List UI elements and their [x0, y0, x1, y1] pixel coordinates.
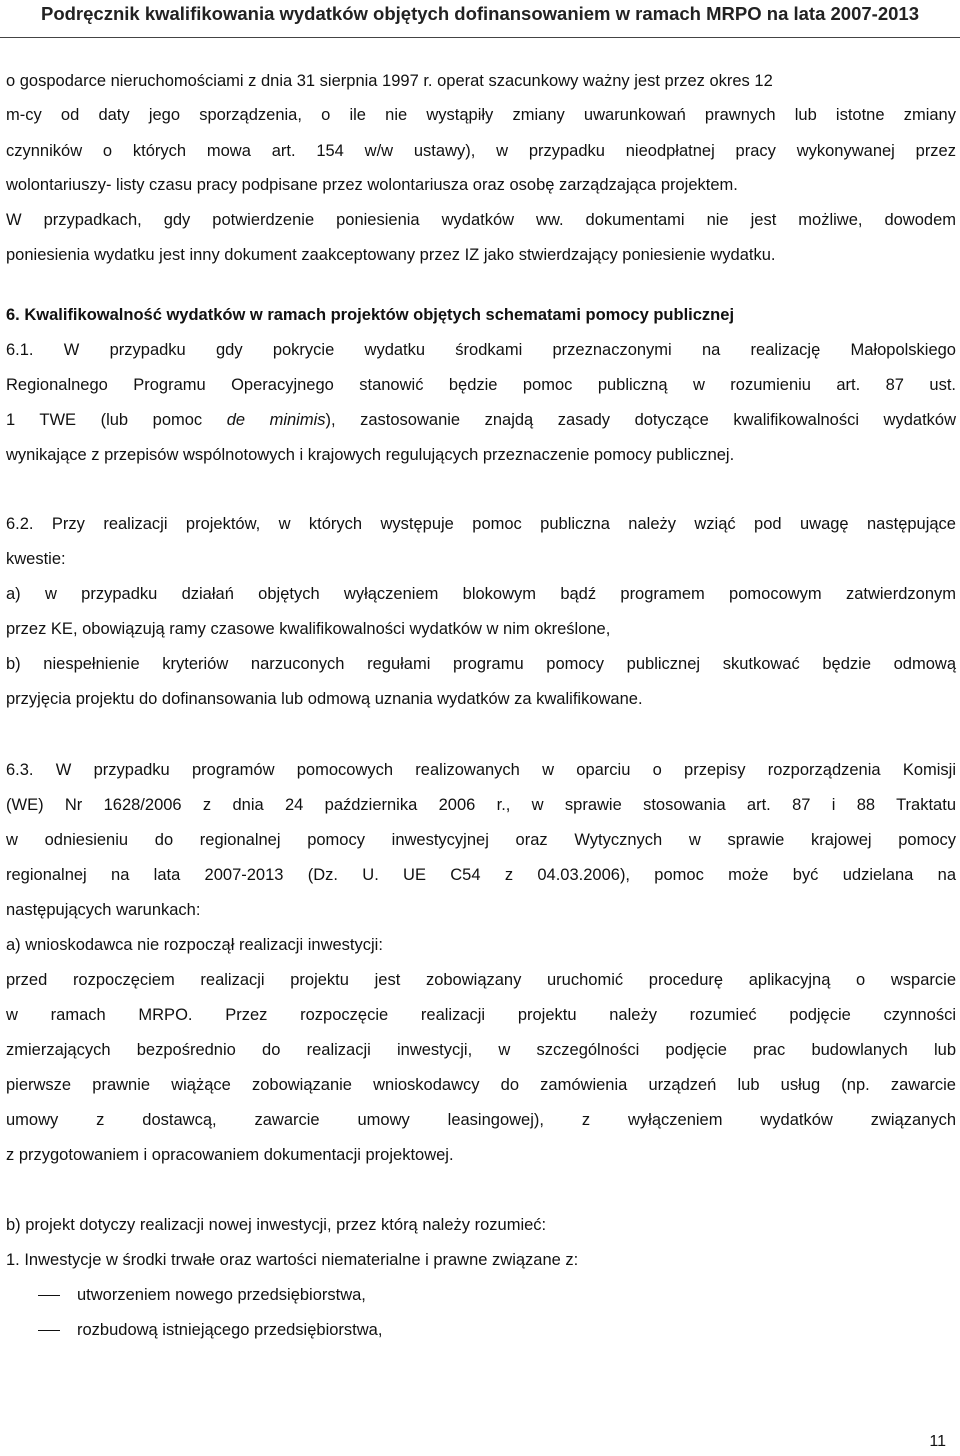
text-line: wolontariuszy- listy czasu pracy podpisane przez wolontariusza oraz osobę zarządzająca projektem.: [6, 176, 738, 194]
text-line: zmierzających bezpośrednio do realizacji inwestycji, w szczególności podjęcie prac budowlanych lub: [6, 1041, 956, 1059]
text-line: w odniesieniu do regionalnej pomocy inwestycyjnej oraz Wytycznych w sprawie krajowej pomocy: [6, 831, 956, 849]
text-line: następujących warunkach:: [6, 901, 201, 919]
section-heading: 6. Kwalifikowalność wydatków w ramach projektów objętych schematami pomocy publicznej: [6, 306, 735, 324]
text-line: regionalnej na lata 2007-2013 (Dz. U. UE C54 z 04.03.2006), pomoc może być udzielana na: [6, 866, 956, 884]
text-line: umowy z dostawcą, zawarcie umowy leasingowej), z wyłączeniem wydatków związanych: [6, 1111, 956, 1129]
text-line: b) projekt dotyczy realizacji nowej inwestycji, przez którą należy rozumieć:: [6, 1216, 547, 1234]
text-line: o gospodarce nieruchomościami z dnia 31 sierpnia 1997 r. operat szacunkowy ważny jest przez okres 12: [6, 72, 773, 90]
text-line: kwestie:: [6, 550, 66, 568]
dash-bullet-icon: [38, 1295, 60, 1296]
header-rule: [0, 37, 960, 38]
dash-bullet-icon: [38, 1330, 60, 1331]
de-minimis-italic: de minimis: [226, 411, 326, 429]
text-line: 6.1. W przypadku gdy pokrycie wydatku środkami przeznaczonymi na realizację Małopolskiego: [6, 341, 956, 359]
text-line: wynikające z przepisów wspólnotowych i krajowych regulujących przeznaczenie pomocy publicznej.: [6, 446, 735, 464]
text-line: 1 TWE (lub pomoc de minimis), zastosowanie znajdą zasady dotyczące kwalifikowalności wydatków: [6, 411, 956, 429]
text-line: Regionalnego Programu Operacyjnego stanowić będzie pomoc publiczną w rozumieniu art. 87 ust.: [6, 376, 956, 394]
text-line: z przygotowaniem i opracowaniem dokumentacji projektowej.: [6, 1146, 454, 1164]
bullet-text: utworzeniem nowego przedsiębiorstwa,: [77, 1286, 366, 1304]
text-line: m-cy od daty jego sporządzenia, o ile nie wystąpiły zmiany uwarunkowań prawnych lub istotne zmiany: [6, 106, 956, 124]
page-number: 11: [929, 1433, 946, 1450]
text-line: 6.3. W przypadku programów pomocowych realizowanych w oparciu o przepisy rozporządzenia Komisji: [6, 761, 956, 779]
text-line: poniesienia wydatku jest inny dokument zaakceptowany przez IZ jako stwierdzający poniesienie wydatku.: [6, 246, 776, 264]
text-line: w ramach MRPO. Przez rozpoczęcie realizacji projektu należy rozumieć podjęcie czynności: [6, 1006, 956, 1024]
bullet-item: [0, 1285, 960, 1305]
page-header: Podręcznik kwalifikowania wydatków objętych dofinansowaniem w ramach MRPO na lata 2007-2013: [40, 3, 919, 24]
text-line: 6.2. Przy realizacji projektów, w których występuje pomoc publiczna należy wziąć pod uwagę następujące: [6, 515, 956, 533]
text-line: a) wnioskodawca nie rozpoczął realizacji inwestycji:: [6, 936, 383, 954]
text-line: b) niespełnienie kryteriów narzuconych regułami programu pomocy publicznej skutkować będzie odmową: [6, 655, 956, 673]
text-line: (WE) Nr 1628/2006 z dnia 24 października 2006 r., w sprawie stosowania art. 87 i 88 Traktatu: [6, 796, 956, 814]
text-line: czynników o których mowa art. 154 w/w ustawy), w przypadku nieodpłatnej pracy wykonywanej przez: [6, 142, 956, 160]
bullet-item: [0, 1320, 960, 1340]
text-line: 1. Inwestycje w środki trwałe oraz wartości niematerialne i prawne związane z:: [6, 1251, 579, 1269]
text-line: W przypadkach, gdy potwierdzenie poniesienia wydatków ww. dokumentami nie jest możliwe, dowodem: [6, 211, 956, 229]
text-line: pierwsze prawnie wiążące zobowiązanie wnioskodawcy do zamówienia urządzeń lub usług (np. zawarcie: [6, 1076, 956, 1094]
text-line: a) w przypadku działań objętych wyłączeniem blokowym bądź programem pomocowym zatwierdzonym: [6, 585, 956, 603]
text-line: przez KE, obowiązują ramy czasowe kwalifikowalności wydatków w nim określone,: [6, 620, 611, 638]
text-line: przed rozpoczęciem realizacji projektu jest zobowiązany uruchomić procedurę aplikacyjną o wsparcie: [6, 971, 956, 989]
text-line: przyjęcia projektu do dofinansowania lub odmową uznania wydatków za kwalifikowane.: [6, 690, 643, 708]
bullet-text: rozbudową istniejącego przedsiębiorstwa,: [77, 1321, 383, 1339]
